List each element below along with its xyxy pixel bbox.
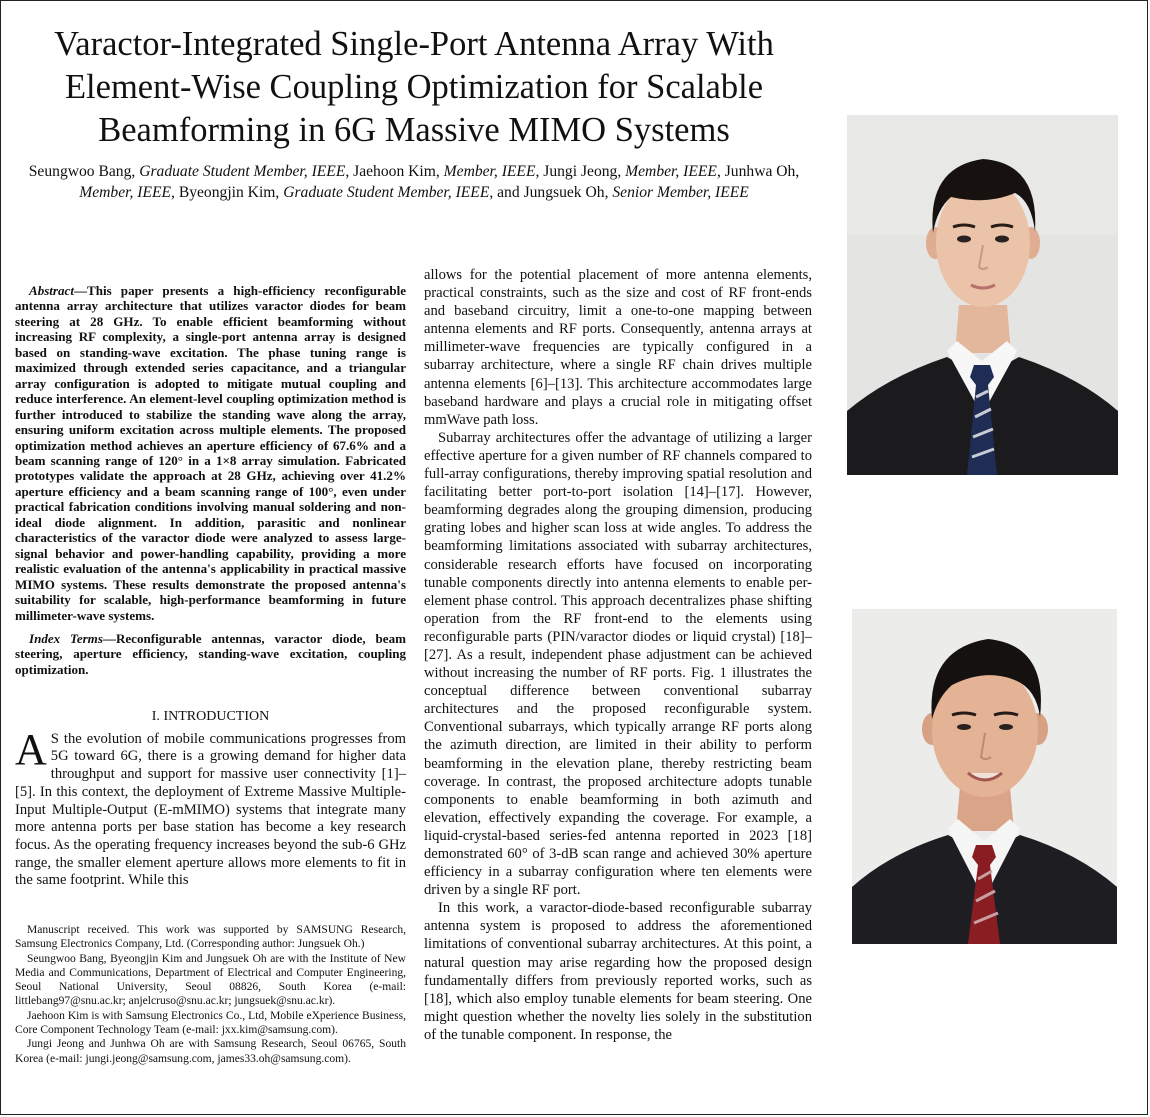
right-column <box>424 266 812 1044</box>
index-terms-text: —Reconfigurable antennas, varactor diode, beam steering, aperture efficiency, standing-wave excitation, coupling optimization. <box>15 630 406 677</box>
abstract-label: Abstract <box>29 283 74 298</box>
author-name: Seungwoo Bang <box>28 163 132 180</box>
portrait-photo-icon <box>852 609 1117 944</box>
drop-cap: A <box>15 724 47 774</box>
footnote: Manuscript received. This work was supported by SAMSUNG Research, Samsung Electronics Company, Ltd. (Corresponding author: Jungsuek Oh.) <box>15 924 406 951</box>
author-affiliation: Graduate Student Member, IEEE <box>139 163 346 180</box>
author-affiliation: Graduate Student Member, IEEE <box>283 184 490 201</box>
author-name: Jungsuek Oh <box>523 184 605 201</box>
abstract <box>15 283 406 623</box>
footnote: Seungwoo Bang, Byeongjin Kim and Jungsuek Oh are with the Institute of New Media and Communications, Department of Electrical and Computer Engineering, Seoul National University, Seoul 08826, South Korea (e-mail: littlebang97@snu.ac.kr; anjelcruso@snu.ac.kr; jungsuek@snu.ac.kr). <box>15 952 406 1008</box>
paper-title: Varactor-Integrated Single-Port Antenna Array With Element-Wise Coupling Optimization for Scalable Beamforming in 6G Massive MIMO Systems <box>54 25 774 149</box>
footnote: Jungi Jeong and Junhwa Oh are with Samsung Research, Seoul 06765, South Korea (e-mail: jungi.jeong@samsung.com, james33.oh@samsung.com). <box>15 1038 406 1065</box>
footnote: Jaehoon Kim is with Samsung Electronics Co., Ltd, Mobile eXperience Business, Core Component Technology Team (e-mail: jxx.kim@samsung.com). <box>15 1009 406 1037</box>
index-terms <box>15 631 406 677</box>
author-affiliation: Member, IEEE <box>79 184 172 201</box>
intro-paragraph: A S the evolution of mobile communications progresses from 5G toward 6G, there is a growing demand for higher data throughput and support for massive user connectivity [1]–[5]. In this context, the deployment of Extreme Massive Multiple-Input Multiple-Output (E-mMIMO) systems that integrate many more antenna ports per base station has become a key research focus. As the operating frequency increases beyond the sub-6 GHz range, the smaller element aperture allows more elements to fit in the same footprint. While this <box>15 724 406 889</box>
left-column <box>15 283 406 890</box>
author-name: Junhwa Oh <box>724 163 796 180</box>
index-terms-label: Index Terms <box>29 630 103 646</box>
body-paragraph: allows for the potential placement of more antenna elements, practical constraints, such as the size and cost of RF front-ends and baseband circuitry, limit a one-to-one mapping between antenna elements and RF ports. Consequently, antenna arrays at millimeter-wave frequencies are typically configured in a subarray architecture, where a single RF chain drives multiple antenna elements [6]–[13]. This architecture accommodates large baseband hardware and plays a crucial role in mitigating offset mmWave path loss. <box>424 267 812 428</box>
author-affiliation: Member, IEEE <box>443 163 536 180</box>
body-paragraph: Subarray architectures offer the advantage of utilizing a larger effective aperture for a given number of RF channels compared to full-array configurations, thereby improving spatial resolution and facilitating better port-to-port isolation [14]–[17]. However, beamforming degrades along the grouping dimension, producing grating lobes and higher scan loss at wide angles. To address the beamforming limitations associated with subarray architectures, considerable research efforts have focused on incorporating tunable components directly into antenna elements to enable per-element phase control. This approach decentralizes phase shifting operation from the RF front-end to the elements using reconfigurable parts (PIN/varactor diodes or liquid crystal) [18]–[27]. As a result, independent phase adjustment can be achieved without increasing the number of RF ports. Fig. 1 illustrates the conceptual difference between conventional subarray architectures and the proposed reconfigurable system. Conventional subarrays, which typically arrange RF ports along the azimuth direction, are limited in their ability to perform beamforming in the elevation plane, thereby restricting beam coverage. In contrast, the proposed architecture adopts tunable components to enable beamforming in both azimuth and elevation, effectively expanding the coverage. For example, a liquid-crystal-based series-fed antenna reported in 2023 [18] demonstrated 60° of 3-dB scan range and achieved 30% aperture efficiency in a subarray configuration where ten elements were driven by a single RF port. <box>424 429 812 899</box>
portrait-man-icon <box>852 609 1117 944</box>
body-paragraph: In this work, a varactor-diode-based reconfigurable subarray antenna system is proposed to address the aforementioned limitations of conventional subarray architectures. At this point, a natural question may arise regarding how the proposed design fundamentally differs from previously reported works, such as [18], which also employ tunable elements for beam steering. One might question whether the novelty lies solely in the substitution of the tunable component. In response, the <box>424 900 812 1043</box>
author-name: Jaehoon Kim <box>353 163 436 180</box>
abstract-text: —This paper presents a high-efficiency reconfigurable antenna array architecture that utilizes varactor diodes for beam steering at 28 GHz. To enable efficient beamforming without increasing RF complexity, a single-port antenna array is designed based on standing-wave excitation. The phase tuning range is maximized through extended series capacitance, and a triangular array configuration is adopted to mitigate mutual coupling and reduce interference. An element-level coupling optimization method is further introduced to stabilize the standing wave along the array, ensuring uniform excitation across multiple elements. The proposed optimization method achieves an aperture efficiency of 67.6% and a beam scanning range of 120° in a 1×8 array simulation. Fabricated prototypes validate the approach at 28 GHz, achieving over 41.2% aperture efficiency and a beam scanning range of 100°, even under practical fabrication conditions involving manual soldering and non-ideal diode alignment. In addition, parasitic and nonlinear characteristics of the varactor diode were analyzed to assess large-signal behavior and power-handling capability, providing a more realistic evaluation of the antenna's applicability in practical massive MIMO systems. These results demonstrate the proposed antenna's suitability for scalable, high-performance beamforming in future millimeter-wave systems. <box>15 283 406 623</box>
author-name: Jungi Jeong <box>543 163 618 180</box>
footnotes <box>15 923 406 1066</box>
portrait-young-man-icon <box>847 115 1118 475</box>
section-heading-introduction: I. INTRODUCTION <box>151 709 270 725</box>
author-list: Seungwoo Bang, Graduate Student Member, IEEE, Jaehoon Kim, Member, IEEE, Jungi Jeong, Member, IEEE, Junhwa Oh, Member, IEEE, Byeongjin Kim, Graduate Student Member, IEEE, and Jungsuek Oh, Senior Member, IEEE <box>28 163 800 201</box>
author-affiliation: Senior Member, IEEE <box>612 184 749 201</box>
author-name: Byeongjin Kim <box>178 184 276 201</box>
portrait-photo-icon <box>847 115 1118 475</box>
author-affiliation: Member, IEEE <box>625 163 717 180</box>
